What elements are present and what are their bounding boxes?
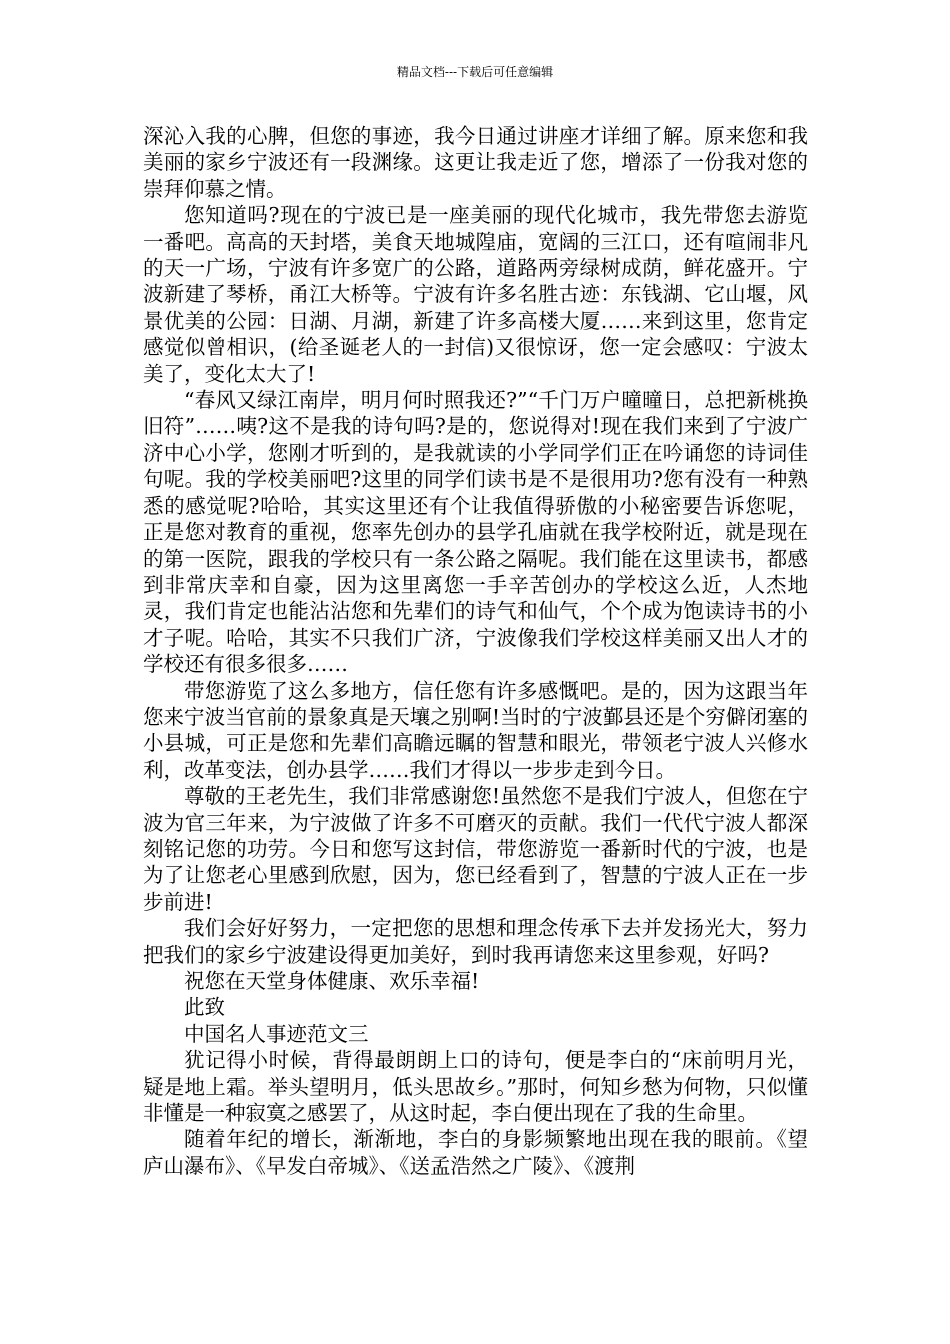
paragraph: 尊敬的王老先生，我们非常感谢您!虽然您不是我们宁波人，但您在宁波为官三年来，为宁波做了许多不可磨灭的贡献。我们一代代宁波人都深刻铭记您的功劳。今日和您写这封信，带您游览一番新时代的宁波，也是为了让您老心里感到欣慰，因为，您已经看到了，智慧的宁波人正在一步步前进! xyxy=(143,784,808,914)
paragraph: 随着年纪的增长，渐渐地，李白的身影频繁地出现在我的眼前。《望庐山瀑布》、《早发白帝城》、《送孟浩然之广陵》、《渡荆 xyxy=(143,1127,808,1178)
paragraph: 祝您在天堂身体健康、欢乐幸福! xyxy=(184,969,480,993)
paragraph: 此致 xyxy=(184,995,225,1020)
paragraph: 我们会好好努力，一定把您的思想和理念传承下去并发扬光大，努力把我们的家乡宁波建设得更加美好，到时我再请您来这里参观，好吗? xyxy=(143,916,808,967)
paragraph: 深沁入我的心脾，但您的事迹，我今日通过讲座才详细了解。原来您和我美丽的家乡宁波还有一段渊缘。这更让我走近了您，增添了一份我对您的崇拜仰慕之情。 xyxy=(143,124,808,201)
paragraph: 您知道吗?现在的宁波已是一座美丽的现代化城市，我先带您去游览一番吧。高高的天封塔，美食天地城隍庙，宽阔的三江口，还有喧闹非凡的天一广场，宁波有许多宽广的公路，道路两旁绿树成荫，鲜花盛开。宁波新建了琴桥，甬江大桥等。宁波有许多名胜古迹：东钱湖、它山堰，风景优美的公园：日湖、月湖，新建了许多高楼大厦……来到这里，您肯定感觉似曾相识，(给圣诞老人的一封信)又很惊讶，您一定会感叹：宁波太美了，变化太大了! xyxy=(143,203,808,386)
paragraph: 带您游览了这么多地方，信任您有许多感慨吧。是的，因为这跟当年您来宁波当官前的景象真是天壤之别啊!当时的宁波鄞县还是个穷僻闭塞的小县城，可正是您和先辈们高瞻远瞩的智慧和眼光，带领老宁波人兴修水利，改革变法，创办县学……我们才得以一步步走到今日。 xyxy=(143,678,808,782)
paragraph: 中国名人事迹范文三 xyxy=(184,1021,369,1046)
paragraph: “春风又绿江南岸，明月何时照我还?”“千门万户曈曈日，总把新桃换旧符”……咦?这不是我的诗句吗?是的，您说得对!现在我们来到了宁波广济中心小学，您刚才听到的，是我就读的小学同学们正在吟诵您的诗词佳句呢。我的学校美丽吧?这里的同学们读书是不是很用功?您有没有一种熟悉的感觉呢?哈哈，其实这里还有个让我值得骄傲的小秘密要告诉您呢，正是您对教育的重视，您率先创办的县学孔庙就在我学校附近，就是现在的第一医院，跟我的学校只有一条公路之隔呢。我们能在这里读书，都感到非常庆幸和自豪，因为这里离您一手辛苦创办的学校这么近，人杰地灵，我们肯定也能沾沾您和先辈们的诗气和仙气，个个成为饱读诗书的小才子呢。哈哈，其实不只我们广济，宁波像我们学校这样美丽又出人才的学校还有很多很多…… xyxy=(143,388,808,677)
document-body xyxy=(143,123,808,1179)
page-header: 精品文档---下载后可任意编辑 xyxy=(396,65,554,79)
paragraph: 犹记得小时候，背得最朗朗上口的诗句，便是李白的“床前明月光，疑是地上霜。举头望明月，低头思故乡。”那时，何知乡愁为何物，只似懂非懂是一种寂寞之感罢了，从这时起，李白便出现在了我的生命里。 xyxy=(143,1048,808,1126)
